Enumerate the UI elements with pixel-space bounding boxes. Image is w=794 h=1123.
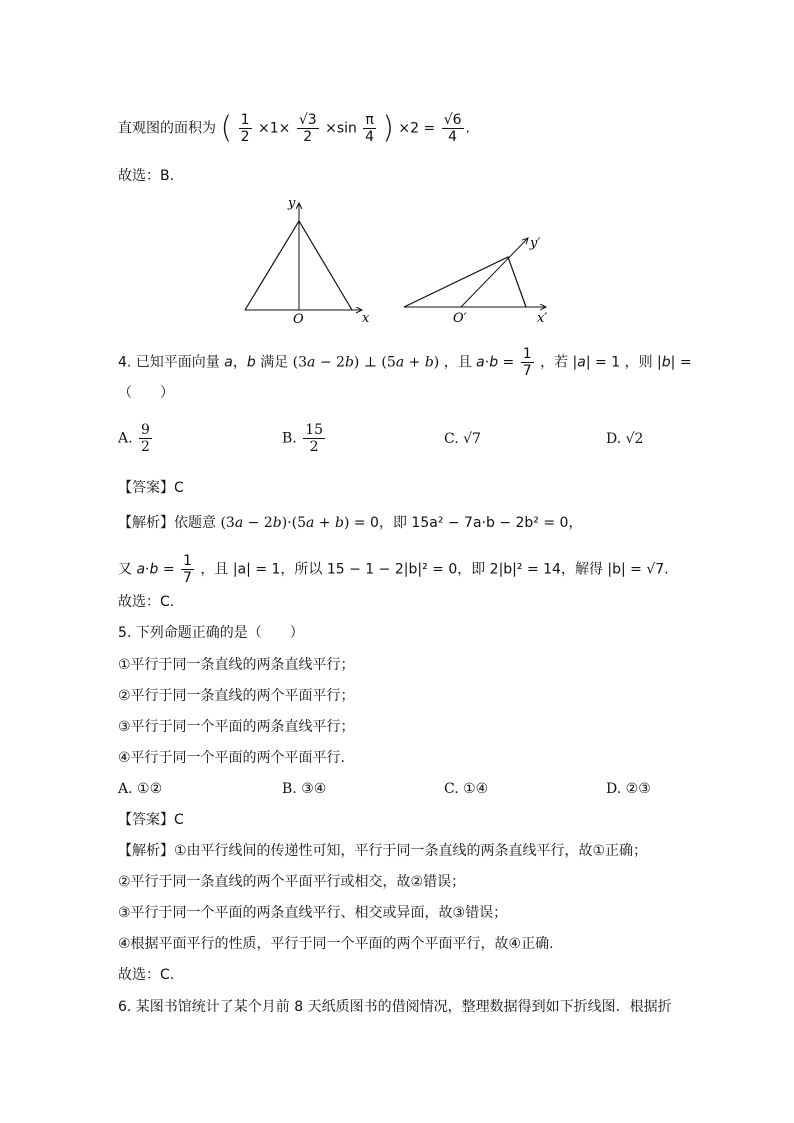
- q4-option-a[interactable]: A. $\frac{9}{2}$: [118, 422, 150, 455]
- area-text: 直观图的面积为: [118, 120, 216, 137]
- q6-stem: 6. 某图书馆统计了某个月前 8 天纸质图书的借阅情况，整理数据得到如下折线图．根据折: [118, 999, 672, 1015]
- left-o-label: O: [293, 312, 304, 325]
- q4-analysis-1: 【解析】依题意 (3a − 2b)·(5a + b) = 0，即 15a² − 7a·b − 2b² = 0，: [118, 515, 583, 531]
- q4-option-b[interactable]: B. $\frac{15}{2}$: [282, 422, 324, 455]
- q5-option-d[interactable]: D. ②③: [606, 781, 651, 797]
- triangle-figure: [0, 195, 794, 325]
- q5-analysis-4: ④根据平面平行的性质，平行于同一个平面的两个平面平行，故④正确.: [118, 936, 554, 952]
- right-o-label: O′: [453, 311, 467, 325]
- right-y-label: y′: [530, 236, 541, 251]
- area-end: ×2 =: [398, 120, 436, 137]
- q5-answer: 【答案】C: [118, 812, 184, 828]
- right-triangle: [404, 257, 526, 307]
- q5-analysis-1: 【解析】①由平行线间的传递性可知，平行于同一条直线的两条直线平行，故①正确；: [118, 843, 648, 859]
- q4-answer: 【答案】C: [118, 480, 184, 496]
- q4-conclusion: 故选：C.: [118, 594, 175, 610]
- area-sin: ×sin: [325, 120, 357, 137]
- area-line: 直观图的面积为 ( $\frac{1}{2}$ ×1× $\frac{√3}{2}$ ×sin $\frac{\pi}{4}$ ) ×2 = $\frac{√6}{4}$ .: [118, 110, 470, 146]
- q4-option-d[interactable]: D. √2: [606, 431, 644, 447]
- answer-b-line: 故选：B.: [118, 168, 175, 184]
- q5-analysis-3: ③平行于同一个平面的两条直线平行、相交或异面，故③错误；: [118, 905, 508, 921]
- q5-item-1: ①平行于同一条直线的两条直线平行；: [118, 657, 355, 673]
- frac-pi-four: $\frac{\pi}{4}$: [365, 112, 375, 145]
- q5-item-3: ③平行于同一个平面的两条直线平行；: [118, 719, 355, 735]
- q5-stem: 5. 下列命题正确的是（ ）: [118, 625, 304, 641]
- q5-option-a[interactable]: A. ①②: [118, 781, 163, 797]
- q4-analysis-2: 又 a·b = $\frac{1}{7}$ ，且 |a| = 1，所以 15 − 1 − 2|b|² = 0，即 2|b|² = 14，解得 |b| = √7.: [118, 553, 669, 586]
- q4-paren: （ ）: [118, 385, 174, 401]
- frac-one-half: $\frac{1}{2}$: [240, 112, 250, 145]
- area-mid: ×1×: [258, 120, 291, 137]
- right-y-axis: [461, 238, 528, 307]
- q5-conclusion: 故选：C.: [118, 967, 175, 983]
- q5-item-4: ④平行于同一个平面的两个平面平行.: [118, 750, 346, 766]
- frac-result: $\frac{√6}{4}$: [443, 112, 462, 145]
- q5-analysis-2: ②平行于同一条直线的两个平面平行或相交，故②错误；: [118, 874, 466, 890]
- q4-stem: 4. 已知平面向量 a，b 满足 (3a − 2b) ⊥ (5a + b) ，且 a·b = $\frac{1}{7}$ ，若 |a| = 1 ，则 |b| =: [118, 346, 692, 379]
- left-x-label: x: [362, 311, 370, 325]
- q4-option-c[interactable]: C. √7: [444, 431, 481, 447]
- right-x-label: x′: [537, 311, 548, 325]
- frac-sqrt3-half: $\frac{√3}{2}$: [298, 112, 317, 145]
- q5-option-c[interactable]: C. ①④: [444, 781, 489, 797]
- q5-option-b[interactable]: B. ③④: [282, 781, 327, 797]
- q5-item-2: ②平行于同一条直线的两个平面平行；: [118, 688, 355, 704]
- left-y-label: y: [288, 196, 296, 211]
